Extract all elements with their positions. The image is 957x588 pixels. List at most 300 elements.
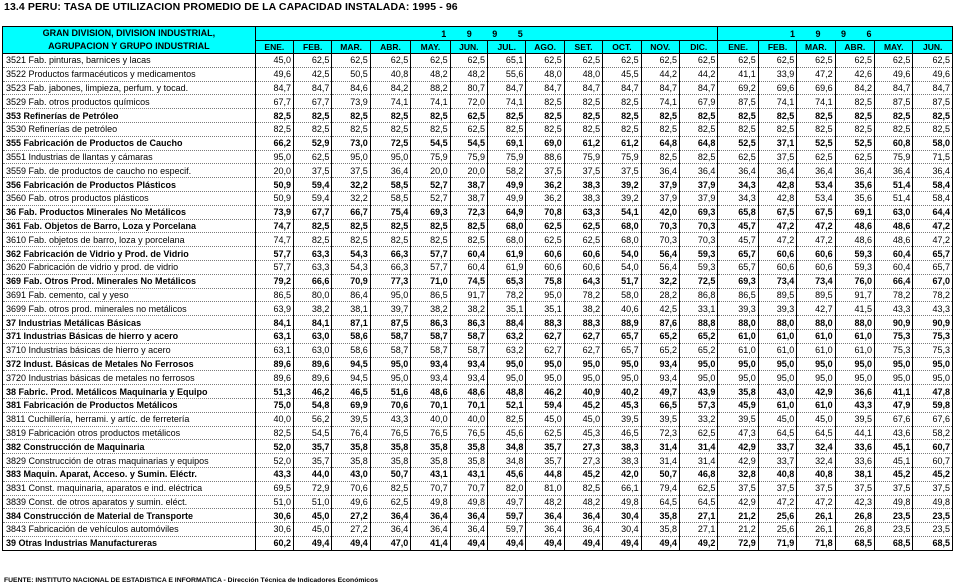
table-cell: 32,4 [797, 440, 835, 454]
table-cell: 65,7 [603, 329, 641, 343]
row-label: 3831 Const. maquinaria, aparatos e ind. eléctrica [3, 481, 256, 495]
table-cell: 64,5 [679, 495, 717, 509]
table-cell: 21,2 [718, 509, 758, 523]
table-cell: 46,8 [679, 467, 717, 481]
table-cell: 95,0 [370, 288, 410, 302]
table-cell: 47,2 [913, 219, 953, 233]
table-cell: 66,5 [641, 398, 679, 412]
table-cell: 58,7 [370, 343, 410, 357]
table-cell: 57,7 [411, 247, 450, 261]
row-label: 381 Fabricación de Productos Metálicos [3, 398, 256, 412]
row-label: 3620 Fabricación de vidrio y prod. de vidrio [3, 260, 256, 274]
table-cell: 31,4 [679, 454, 717, 468]
table-cell: 65,8 [718, 205, 758, 219]
table-cell: 23,5 [913, 509, 953, 523]
table-cell: 44,8 [526, 467, 564, 481]
table-cell: 46,5 [332, 385, 370, 399]
table-cell: 33,7 [758, 440, 796, 454]
table-cell: 59,4 [294, 178, 332, 192]
table-cell: 35,8 [450, 454, 487, 468]
table-cell: 68,5 [875, 536, 913, 550]
table-cell: 89,6 [255, 357, 293, 371]
table-row [3, 316, 953, 330]
table-cell: 63,2 [488, 329, 526, 343]
table-cell: 75,3 [913, 343, 953, 357]
table-cell: 82,5 [718, 109, 758, 123]
table-cell: 47,2 [758, 219, 796, 233]
table-cell: 62,5 [564, 219, 602, 233]
table-cell: 60,6 [758, 247, 796, 261]
table-cell: 94,5 [332, 357, 370, 371]
table-cell: 23,5 [913, 523, 953, 537]
table-cell: 45,3 [603, 398, 641, 412]
table-cell: 68,5 [835, 536, 874, 550]
table-cell: 62,5 [679, 54, 717, 68]
table-cell: 63,3 [564, 205, 602, 219]
table-cell: 60,6 [564, 247, 602, 261]
division-header-line-1: GRAN DIVISION, DIVISION INDUSTRIAL, [42, 28, 216, 38]
table-cell: 76,5 [411, 426, 450, 440]
table-row [3, 247, 953, 261]
table-cell: 38,1 [835, 467, 874, 481]
table-cell: 95,0 [488, 371, 526, 385]
table-cell: 67,7 [255, 95, 293, 109]
table-cell: 69,5 [255, 481, 293, 495]
month-header-1995: DIC. [679, 41, 717, 54]
table-cell: 95,0 [564, 357, 602, 371]
table-cell: 58,6 [332, 329, 370, 343]
table-cell: 33,6 [835, 440, 874, 454]
table-cell: 48,6 [835, 219, 874, 233]
table-cell: 60,4 [450, 260, 487, 274]
month-header-1995: MAR. [332, 41, 370, 54]
table-cell: 88,0 [835, 316, 874, 330]
row-label: 3522 Productos farmacéuticos y medicamentos [3, 67, 256, 81]
table-cell: 82,5 [370, 109, 410, 123]
table-cell: 84,7 [679, 81, 717, 95]
table-cell: 48,2 [564, 495, 602, 509]
table-cell: 35,8 [718, 385, 758, 399]
table-cell: 36,4 [564, 523, 602, 537]
table-cell: 86,5 [255, 288, 293, 302]
table-cell: 82,5 [411, 109, 450, 123]
table-cell: 42,0 [603, 467, 641, 481]
table-cell: 66,3 [370, 260, 410, 274]
table-cell: 38,3 [564, 191, 602, 205]
table-cell: 49,8 [603, 495, 641, 509]
table-cell: 74,1 [641, 95, 679, 109]
table-cell: 62,5 [526, 233, 564, 247]
table-cell: 93,4 [641, 357, 679, 371]
table-cell: 72,5 [679, 274, 717, 288]
table-cell: 82,5 [835, 95, 874, 109]
table-cell: 70,3 [679, 219, 717, 233]
table-cell: 37,9 [641, 178, 679, 192]
table-cell: 69,1 [488, 136, 526, 150]
table-cell: 91,7 [835, 288, 874, 302]
table-cell: 48,6 [875, 233, 913, 247]
table-cell: 72,9 [718, 536, 758, 550]
table-cell: 47,2 [797, 495, 835, 509]
table-cell: 35,8 [450, 440, 487, 454]
table-cell: 79,4 [641, 481, 679, 495]
table-cell: 36,4 [370, 164, 410, 178]
table-cell: 93,4 [411, 357, 450, 371]
table-cell: 60,8 [875, 136, 913, 150]
table-cell: 67,6 [875, 412, 913, 426]
row-label: 382 Construcción de Maquinaria [3, 440, 256, 454]
table-cell: 60,6 [526, 247, 564, 261]
capacity-utilization-table [2, 26, 953, 551]
table-cell: 69,2 [718, 81, 758, 95]
table-row [3, 233, 953, 247]
table-cell: 40,6 [603, 302, 641, 316]
table-cell: 40,8 [797, 467, 835, 481]
table-cell: 50,9 [255, 191, 293, 205]
table-row [3, 536, 953, 550]
table-cell: 82,5 [255, 109, 293, 123]
table-cell: 95,0 [797, 357, 835, 371]
table-cell: 42,5 [641, 302, 679, 316]
table-cell: 36,2 [526, 191, 564, 205]
table-cell: 82,5 [255, 122, 293, 136]
table-cell: 41,1 [718, 67, 758, 81]
table-cell: 95,0 [875, 357, 913, 371]
table-cell: 78,2 [875, 288, 913, 302]
table-cell: 87,1 [332, 316, 370, 330]
table-cell: 44,1 [835, 426, 874, 440]
table-cell: 69,1 [835, 205, 874, 219]
table-cell: 63,1 [255, 343, 293, 357]
table-row [3, 329, 953, 343]
row-label: 3523 Fab. jabones, limpieza, perfum. y tocad. [3, 81, 256, 95]
table-cell: 95,0 [370, 150, 410, 164]
table-cell: 27,1 [679, 523, 717, 537]
table-cell: 49,6 [875, 67, 913, 81]
table-cell: 21,2 [718, 523, 758, 537]
month-header-1995: SET. [564, 41, 602, 54]
table-cell: 51,3 [255, 385, 293, 399]
table-cell: 37,5 [332, 164, 370, 178]
source-footnote: FUENTE: INSTITUTO NACIONAL DE ESTADISTICA E INFORMATICA - Dirección Técnica de Indicadores Económicos [4, 577, 378, 584]
table-cell: 54,0 [603, 247, 641, 261]
table-cell: 65,2 [641, 343, 679, 357]
division-header [3, 27, 256, 54]
table-cell: 20,0 [450, 164, 487, 178]
table-cell: 45,0 [255, 54, 293, 68]
table-cell: 65,7 [718, 247, 758, 261]
table-cell: 54,5 [450, 136, 487, 150]
table-cell: 38,2 [450, 302, 487, 316]
table-cell: 88,8 [679, 316, 717, 330]
table-cell: 93,4 [450, 357, 487, 371]
table-cell: 38,7 [450, 191, 487, 205]
table-cell: 62,5 [679, 426, 717, 440]
table-cell: 87,5 [913, 95, 953, 109]
table-cell: 75,4 [370, 205, 410, 219]
table-cell: 71,0 [411, 274, 450, 288]
table-cell: 37,5 [294, 164, 332, 178]
table-cell: 58,4 [913, 178, 953, 192]
month-header-1996: ENE. [718, 41, 758, 54]
division-header-line-2: AGRUPACION Y GRUPO INDUSTRIAL [48, 41, 210, 51]
table-cell: 26,1 [797, 509, 835, 523]
table-cell: 84,1 [294, 316, 332, 330]
table-cell: 63,3 [294, 247, 332, 261]
table-cell: 42,9 [718, 454, 758, 468]
table-cell: 71,8 [797, 536, 835, 550]
table-cell: 61,0 [758, 329, 796, 343]
table-cell: 82,5 [526, 122, 564, 136]
table-cell: 82,5 [488, 109, 526, 123]
table-cell: 57,7 [411, 260, 450, 274]
table-cell: 37,9 [679, 191, 717, 205]
table-cell: 37,1 [758, 136, 796, 150]
row-label: 3551 Industrias de llantas y cámaras [3, 150, 256, 164]
table-cell: 36,4 [913, 164, 953, 178]
table-cell: 87,6 [641, 316, 679, 330]
table-cell: 95,0 [913, 357, 953, 371]
table-cell: 58,0 [603, 288, 641, 302]
table-cell: 59,3 [679, 260, 717, 274]
table-cell: 37,5 [758, 481, 796, 495]
table-cell: 89,6 [294, 357, 332, 371]
table-cell: 42,6 [835, 67, 874, 81]
table-cell: 49,8 [875, 495, 913, 509]
table-cell: 35,1 [488, 302, 526, 316]
table-cell: 71,9 [758, 536, 796, 550]
table-cell: 84,7 [641, 81, 679, 95]
table-cell: 70,9 [332, 274, 370, 288]
table-cell: 73,0 [332, 136, 370, 150]
table-cell: 46,5 [603, 426, 641, 440]
table-cell: 45,0 [564, 412, 602, 426]
table-cell: 88,0 [758, 316, 796, 330]
table-cell: 36,4 [875, 164, 913, 178]
table-row [3, 81, 953, 95]
table-cell: 82,5 [797, 122, 835, 136]
table-cell: 47,2 [758, 495, 796, 509]
table-cell: 35,6 [835, 191, 874, 205]
table-cell: 65,2 [679, 343, 717, 357]
table-cell: 49,7 [641, 385, 679, 399]
table-cell: 35,7 [526, 454, 564, 468]
table-row [3, 523, 953, 537]
table-cell: 50,9 [255, 178, 293, 192]
table-cell: 82,5 [564, 481, 602, 495]
month-header-1995: FEB. [294, 41, 332, 54]
table-cell: 47,2 [797, 233, 835, 247]
table-cell: 74,1 [488, 95, 526, 109]
table-cell: 93,4 [641, 371, 679, 385]
row-label: 3710 Industrias básicas de hierro y acero [3, 343, 256, 357]
month-header-1995: AGO. [526, 41, 564, 54]
table-cell: 45,2 [913, 467, 953, 481]
row-label: 355 Fabricación de Productos de Caucho [3, 136, 256, 150]
table-cell: 82,5 [679, 109, 717, 123]
table-cell: 42,9 [718, 440, 758, 454]
table-cell: 43,0 [332, 467, 370, 481]
table-cell: 78,2 [913, 288, 953, 302]
table-cell: 45,1 [875, 454, 913, 468]
table-cell: 60,6 [797, 260, 835, 274]
table-cell: 63,2 [488, 343, 526, 357]
table-cell: 82,5 [332, 219, 370, 233]
table-cell: 54,5 [294, 426, 332, 440]
table-cell: 58,2 [488, 164, 526, 178]
table-cell: 62,5 [450, 122, 487, 136]
table-cell: 37,5 [875, 481, 913, 495]
table-cell: 57,7 [255, 247, 293, 261]
table-cell: 62,5 [718, 54, 758, 68]
table-cell: 35,1 [526, 302, 564, 316]
table-cell: 38,7 [450, 178, 487, 192]
table-cell: 39,5 [603, 412, 641, 426]
table-cell: 51,0 [255, 495, 293, 509]
table-cell: 48,2 [411, 67, 450, 81]
table-row [3, 260, 953, 274]
table-cell: 61,0 [758, 398, 796, 412]
table-cell: 37,9 [641, 191, 679, 205]
table-cell: 58,7 [411, 329, 450, 343]
table-cell: 27,2 [332, 523, 370, 537]
table-cell: 62,5 [758, 54, 796, 68]
table-cell: 82,5 [370, 233, 410, 247]
table-cell: 59,4 [294, 191, 332, 205]
table-cell: 68,5 [913, 536, 953, 550]
table-cell: 37,5 [718, 481, 758, 495]
table-cell: 36,6 [835, 385, 874, 399]
table-cell: 48,0 [526, 67, 564, 81]
table-cell: 52,1 [488, 398, 526, 412]
table-cell: 38,3 [564, 178, 602, 192]
table-cell: 49,8 [411, 495, 450, 509]
table-cell: 45,0 [294, 523, 332, 537]
table-cell: 62,5 [797, 54, 835, 68]
table-cell: 42,7 [797, 302, 835, 316]
table-cell: 82,5 [294, 233, 332, 247]
table-cell: 82,5 [294, 219, 332, 233]
table-cell: 45,0 [294, 509, 332, 523]
table-cell: 52,0 [255, 454, 293, 468]
table-cell: 75,9 [603, 150, 641, 164]
table-cell: 62,5 [370, 495, 410, 509]
table-cell: 61,0 [797, 343, 835, 357]
table-cell: 64,4 [913, 205, 953, 219]
table-cell: 39,3 [758, 302, 796, 316]
table-cell: 82,5 [603, 95, 641, 109]
table-cell: 36,4 [411, 523, 450, 537]
table-row [3, 178, 953, 192]
table-cell: 40,0 [450, 412, 487, 426]
table-cell: 37,5 [835, 481, 874, 495]
table-cell: 36,4 [526, 523, 564, 537]
table-cell: 41,4 [411, 536, 450, 550]
table-cell: 60,7 [913, 454, 953, 468]
table-cell: 45,0 [797, 412, 835, 426]
table-cell: 62,7 [564, 329, 602, 343]
row-label: 383 Maquin. Aparat, Acceso. y Sumin. Eléctr. [3, 467, 256, 481]
table-cell: 69,9 [332, 398, 370, 412]
table-cell: 62,5 [641, 54, 679, 68]
table-cell: 48,6 [835, 233, 874, 247]
table-cell: 88,9 [603, 316, 641, 330]
row-label: 3699 Fab. otros prod. minerales no metálicos [3, 302, 256, 316]
table-cell: 62,5 [835, 54, 874, 68]
table-cell: 52,5 [718, 136, 758, 150]
table-cell: 84,7 [603, 81, 641, 95]
table-cell: 27,2 [332, 509, 370, 523]
table-cell: 86,4 [332, 288, 370, 302]
table-cell: 90,9 [913, 316, 953, 330]
table-cell: 52,9 [294, 136, 332, 150]
table-cell: 47,9 [875, 398, 913, 412]
row-label: 36 Fab. Productos Minerales No Metálicos [3, 205, 256, 219]
table-cell: 45,5 [603, 67, 641, 81]
table-cell: 62,5 [564, 233, 602, 247]
row-label: 3530 Refinerías de petróleo [3, 122, 256, 136]
table-cell: 43,1 [450, 467, 487, 481]
table-cell: 70,1 [411, 398, 450, 412]
table-cell: 95,0 [370, 371, 410, 385]
table-cell: 61,2 [603, 136, 641, 150]
table-row [3, 205, 953, 219]
table-cell: 64,9 [488, 205, 526, 219]
table-cell: 40,8 [758, 467, 796, 481]
table-cell: 75,8 [526, 274, 564, 288]
table-cell: 82,5 [294, 109, 332, 123]
table-cell: 47,2 [913, 233, 953, 247]
table-cell: 82,5 [758, 122, 796, 136]
table-cell: 51,0 [294, 495, 332, 509]
table-cell: 49,9 [488, 191, 526, 205]
row-label: 362 Fabricación de Vidrio y Prod. de Vidrio [3, 247, 256, 261]
table-cell: 70,7 [411, 481, 450, 495]
table-cell: 61,9 [488, 247, 526, 261]
table-cell: 82,5 [641, 109, 679, 123]
table-cell: 65,7 [603, 343, 641, 357]
table-cell: 42,0 [641, 205, 679, 219]
table-cell: 75,3 [913, 329, 953, 343]
table-cell: 45,9 [718, 398, 758, 412]
table-cell: 82,5 [450, 233, 487, 247]
table-cell: 54,1 [603, 205, 641, 219]
table-cell: 62,5 [332, 54, 370, 68]
table-cell: 60,2 [255, 536, 293, 550]
table-cell: 52,5 [835, 136, 874, 150]
table-cell: 30,6 [255, 523, 293, 537]
row-label: 3720 Industrias básicas de metales no ferrosos [3, 371, 256, 385]
table-cell: 35,8 [411, 454, 450, 468]
table-cell: 69,3 [718, 274, 758, 288]
table-cell: 84,7 [564, 81, 602, 95]
table-cell: 60,6 [564, 260, 602, 274]
table-cell: 51,4 [875, 178, 913, 192]
table-cell: 63,0 [294, 343, 332, 357]
table-cell: 51,4 [875, 191, 913, 205]
table-cell: 50,7 [641, 467, 679, 481]
table-cell: 76,5 [450, 426, 487, 440]
table-cell: 67,7 [294, 205, 332, 219]
month-header-1995: JUN. [450, 41, 487, 54]
table-row [3, 454, 953, 468]
table-cell: 49,9 [488, 178, 526, 192]
table-cell: 62,5 [603, 54, 641, 68]
table-cell: 82,0 [488, 481, 526, 495]
table-cell: 37,9 [679, 178, 717, 192]
page-title: 13.4 PERU: TASA DE UTILIZACION PROMEDIO DE LA CAPACIDAD INSTALADA: 1995 - 96 [4, 1, 458, 13]
table-cell: 62,7 [526, 343, 564, 357]
